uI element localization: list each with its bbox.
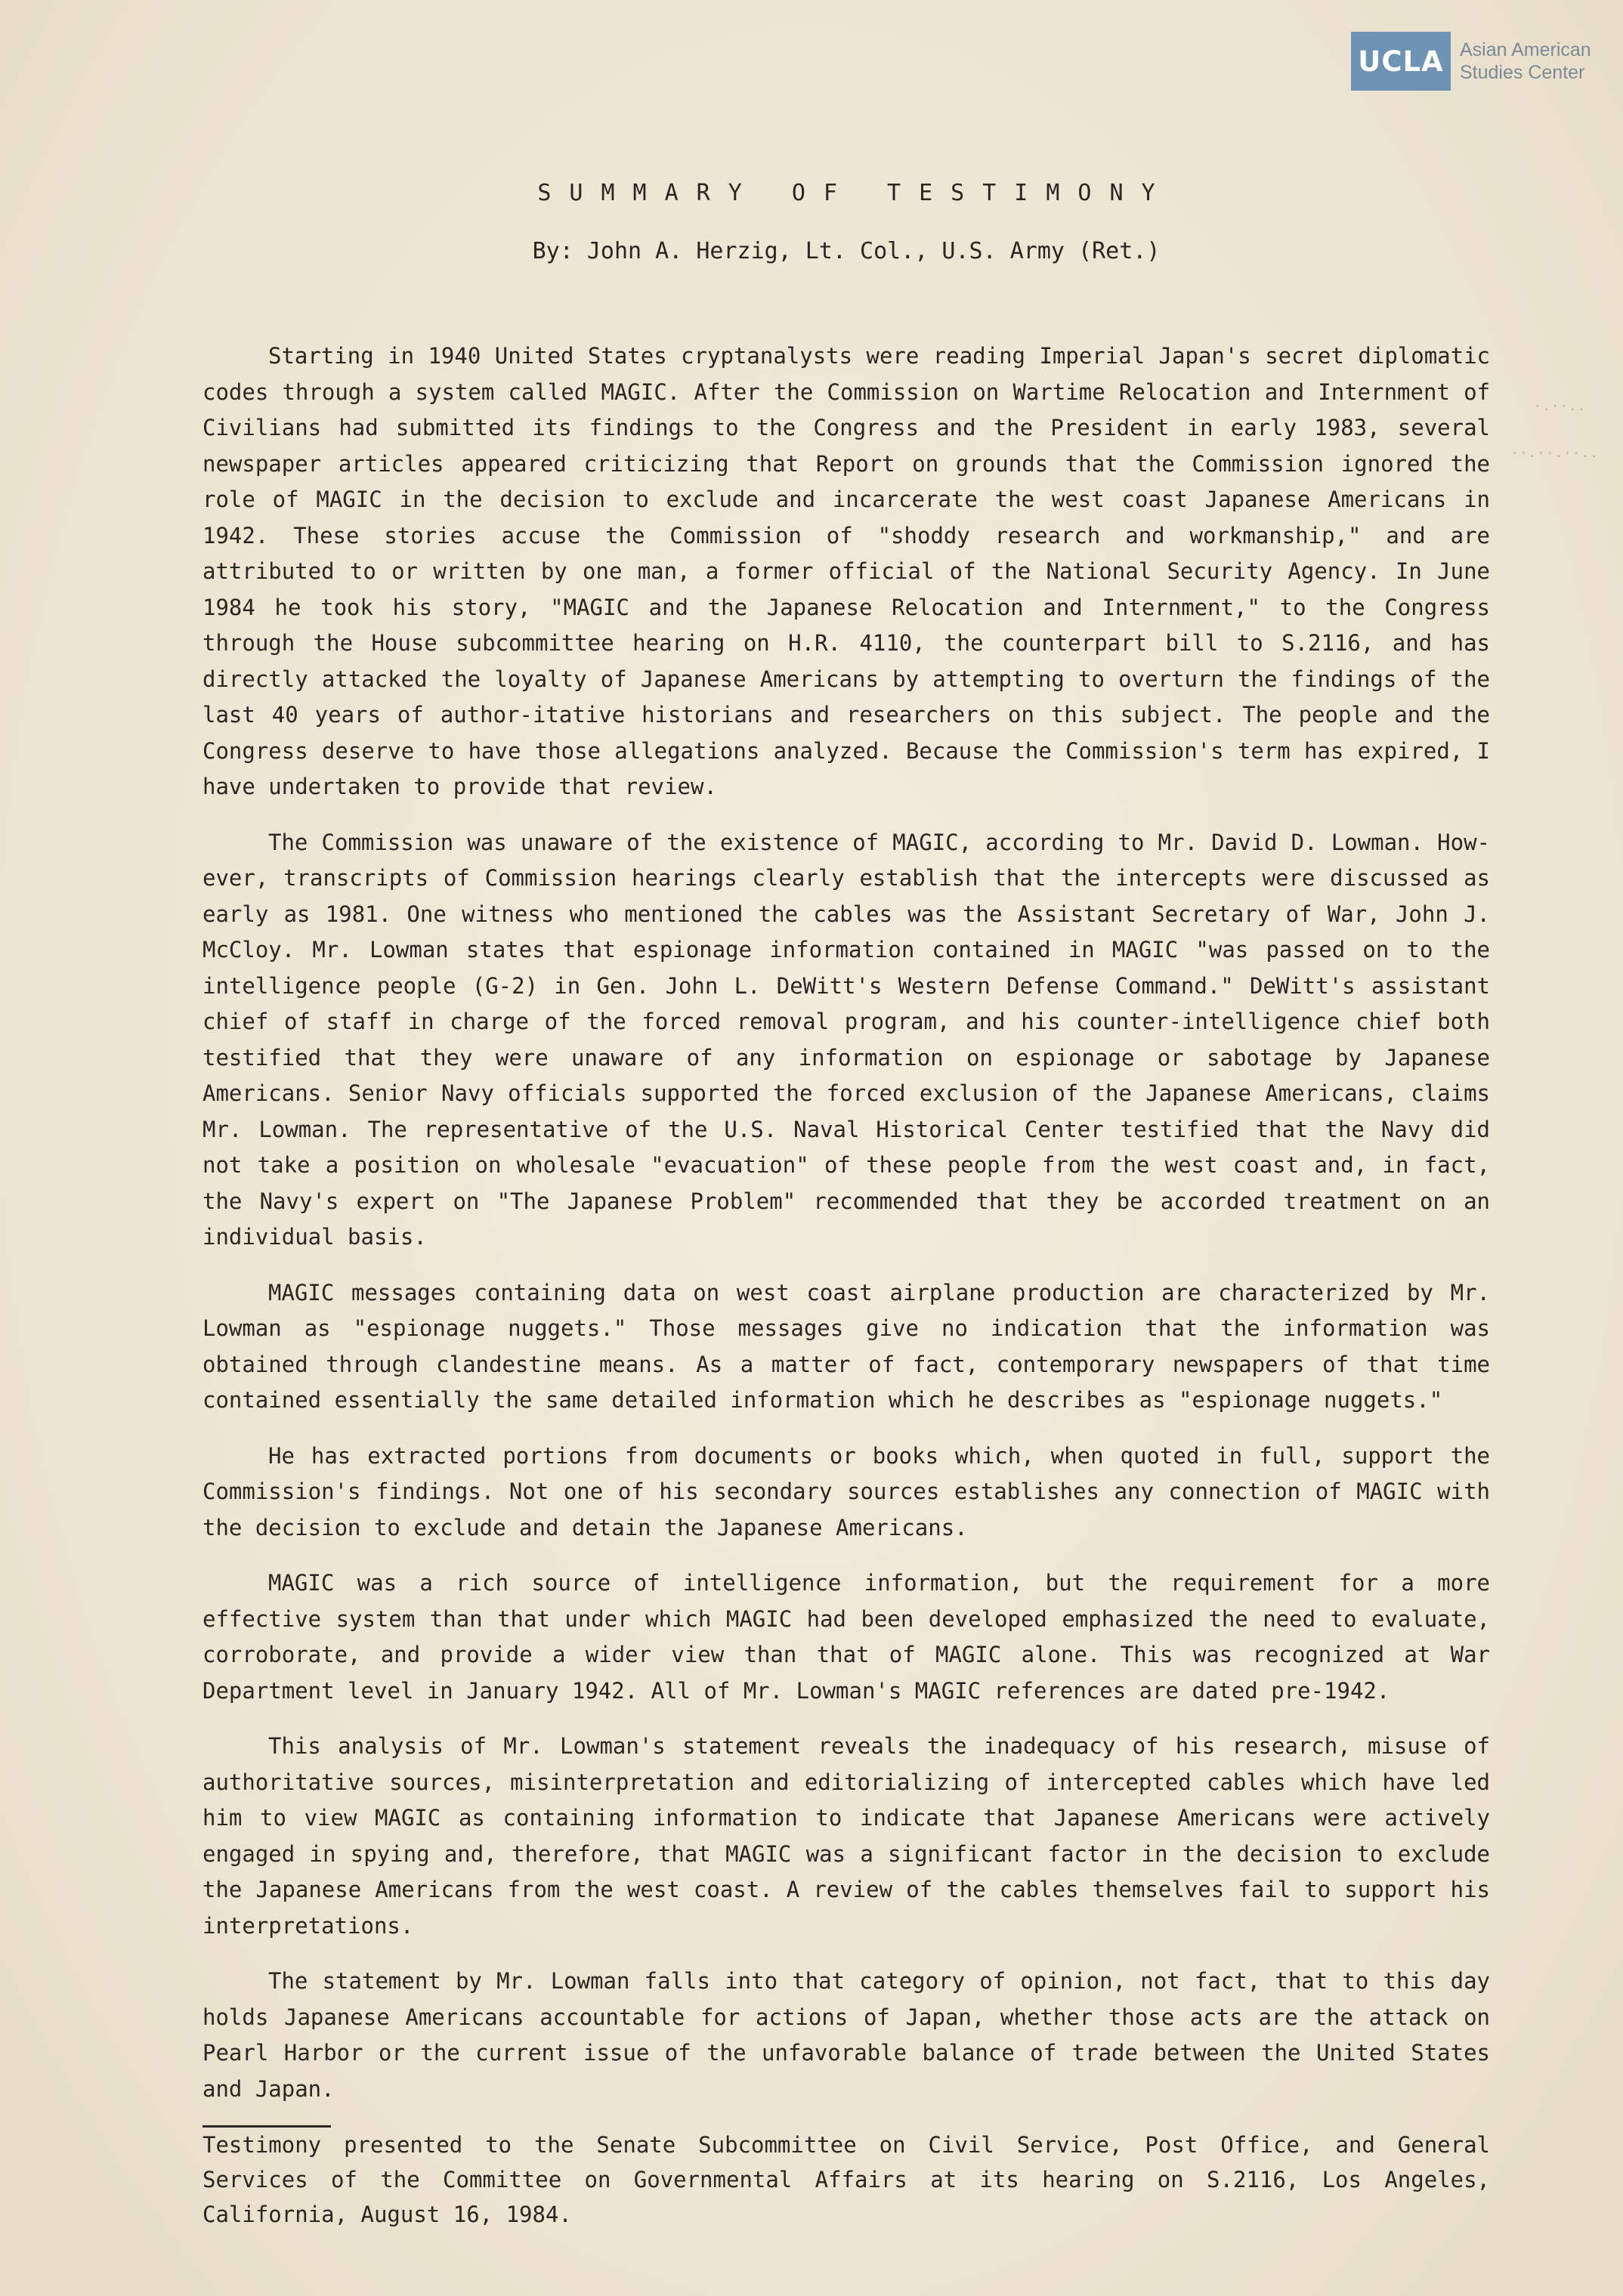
paragraph: MAGIC messages containing data on west coast airplane production are characterized by Mr. Lowman as "espionage nuggets." Those messages give no indication that the information was obtained through clandestine means. As a matter of fact, contemporary newspapers of that time contained essentially the same detailed information which he describes as "espionage nuggets." — [202, 1279, 1490, 1413]
paragraph: MAGIC was a rich source of intelligence information, but the requirement for a more effective system than that under which MAGIC had been developed emphasized the need to evaluate, corroborate, and provide a wider view than that of MAGIC alone. This was recognized at War Department level in January 1942. All of Mr. Lowman's MAGIC references are dated pre-1942. — [202, 1570, 1490, 1704]
paragraph: The statement by Mr. Lowman falls into that category of opinion, not fact, that to this day holds Japanese Americans accountable for actions of Japan, whether those acts are the attack on Pearl Harbor or the current issue of the unfavorable balance of trade between the United States and Japan. — [202, 1968, 1490, 2102]
paragraph: The Commission was unaware of the existence of MAGIC, according to Mr. David D. Lowman. How-ever, transcripts of Commission hearings clearly establish that the intercepts were discussed as early as 1981. One witness who mentioned the cables was the Assistant Secretary of War, John J. McCloy. Mr. Lowman states that espionage information contained in MAGIC "was passed on to the intelligence people (G-2) in Gen. John L. DeWitt's Western Defense Command." DeWitt's assistant chief of staff in charge of the forced removal program, and his counter-intelligence chief both testified that they were unaware of any information on espionage or sabotage by Japanese Americans. Senior Navy officials supported the forced exclusion of the Japanese Americans, claims Mr. Lowman. The representative of the U.S. Naval Historical Center testified that the Navy did not take a position on wholesale "evacuation" of these people from the west coast and, in fact, the Navy's expert on "The Japanese Problem" recommended that they be accorded treatment on an individual basis. — [202, 829, 1490, 1250]
margin-mark: ··.··.··.. — [1511, 446, 1600, 460]
byline: By: John A. Herzig, Lt. Col., U.S. Army (Ret.) — [532, 238, 1161, 264]
document-body — [202, 180, 1490, 2127]
paragraph: He has extracted portions from documents or books which, when quoted in full, support the Commission's findings. Not one of his secondary sources establishes any connection of MAGIC with the decision to exclude and detain the Japanese Americans. — [202, 1442, 1490, 1540]
logo-caption-line1: Asian American — [1460, 39, 1591, 60]
paragraph: Starting in 1940 United States cryptanalysts were reading Imperial Japan's secret diplomatic codes through a system called MAGIC. After the Commission on Wartime Relocation and Internment of Civilians had submitted its findings to the Congress and the President in early 1983, several newspaper articles appeared criticizing that Report on grounds that the Commission ignored the role of MAGIC in the decision to exclude and incarcerate the west coast Japanese Americans in 1942. These stories accuse the Commission of "shoddy research and workmanship," and are attributed to or written by one man, a former official of the National Security Agency. In June 1984 he took his story, "MAGIC and the Japanese Relocation and Internment," to the Congress through the House subcommittee hearing on H.R. 4110, the counterpart bill to S.2116, and has directly attacked the loyalty of Japanese Americans by attempting to overturn the findings of the last 40 years of author-itative historians and researchers on this subject. The people and the Congress deserve to have those allegations analyzed. Because the Commission's term has expired, I have undertaken to provide that review. — [202, 343, 1490, 799]
margin-mark: ·.··.. — [1534, 399, 1587, 413]
document-title: SUMMARY OF TESTIMONY — [537, 180, 1173, 206]
ucla-logo-box: UCLA — [1351, 32, 1451, 91]
ucla-aasc-logo — [1351, 32, 1600, 91]
logo-caption-line2: Studies Center — [1460, 62, 1585, 83]
paragraph: This analysis of Mr. Lowman's statement reveals the inadequacy of his research, misuse of authoritative sources, misinterpretation and editorializing of intercepted cables which have led him to view MAGIC as containing information to indicate that Japanese Americans were actively engaged in spying and, therefore, that MAGIC was a significant factor in the decision to exclude the Japanese Americans from the west coast. A review of the cables themselves fail to support his interpretations. — [202, 1733, 1490, 1939]
logo-caption — [1460, 39, 1591, 84]
footnote: Testimony presented to the Senate Subcommittee on Civil Service, Post Office, and General Services of the Committee on Governmental Affairs at its hearing on S.2116, Los Angeles, California, August 16, 1984. — [202, 2132, 1490, 2227]
